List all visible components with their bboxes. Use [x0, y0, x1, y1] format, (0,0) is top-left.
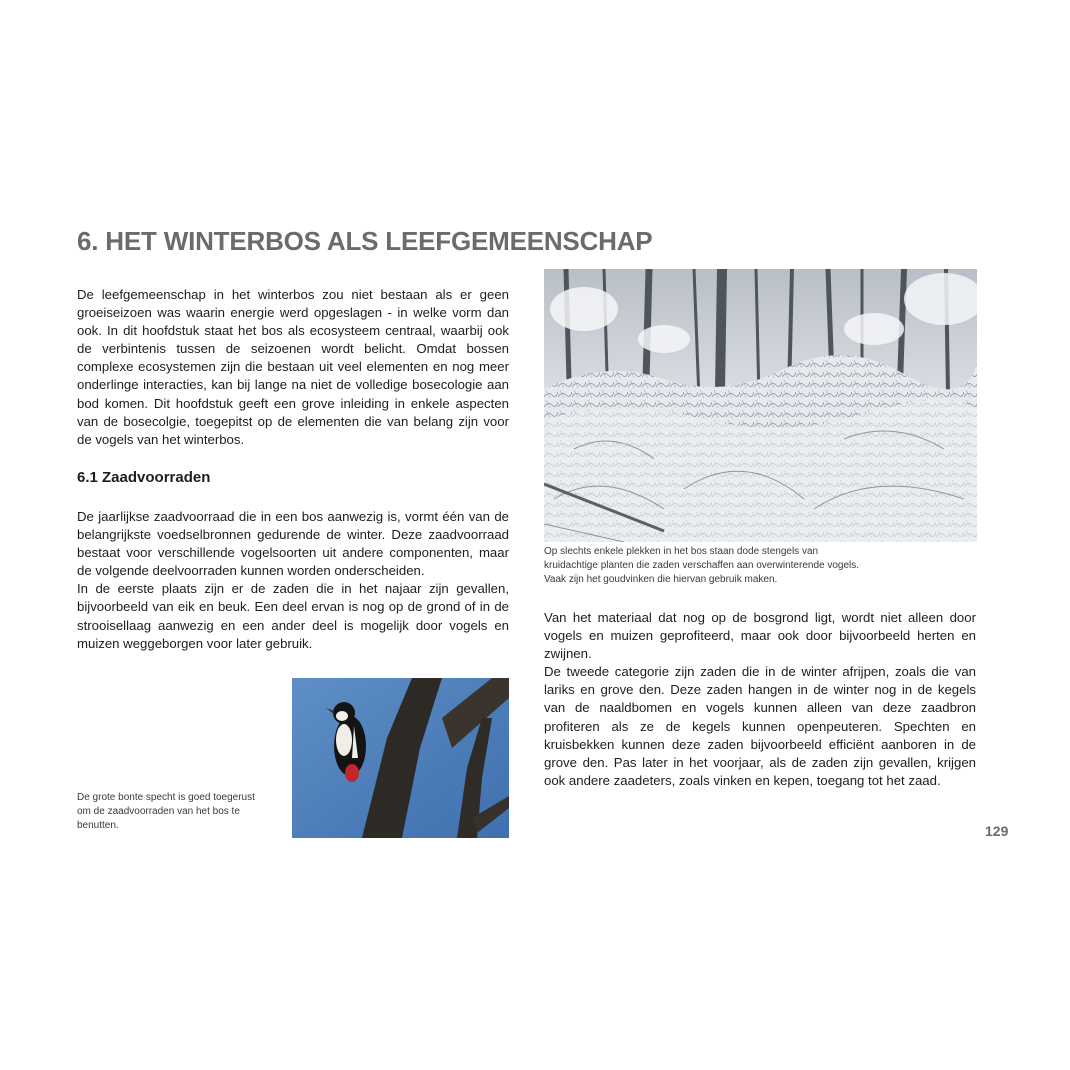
woodpecker-caption: De grote bonte specht is goed toegerust om de zaadvoorraden van het bos te benutten. [77, 792, 255, 831]
woodpecker-photo [292, 678, 509, 838]
right-paragraph-1: Van het materiaal dat nog op de bosgrond ligt, wordt niet alleen door vogels en muizen geprofiteerd, maar ook door bijvoorbeeld herten en zwijnen. [544, 610, 976, 662]
right-paragraph-2: De tweede categorie zijn zaden die in de winter afrijpen, zoals die van lariks en grove den. Deze zaden hangen in de winter nog in de kegels van de naaldbomen en vogels kunnen alleen van deze zaadbron profiteren als ze de kegels kunnen openpeuteren. Spechten en kruisbekken kunnen deze zaden bijvoorbeeld efficiënt aanboren in de grove den. Pas later in het voorjaar, als de zaden zijn gevallen, krijgen ook andere zaadeters, zoals vinken en kepen, toegang tot het zaad. [544, 664, 976, 788]
right-column-text [544, 609, 976, 790]
page-number: 129 [985, 823, 1009, 839]
page-title: 6. HET WINTERBOS ALS LEEFGEMEENSCHAP [77, 226, 653, 256]
section-paragraph-1: De jaarlijkse zaadvoorraad die in een bos aanwezig is, vormt één van de belangrijkste voedselbronnen gedurende de winter. Deze zaadvoorraad bestaat voor verschillende vogelsoorten uit andere componenten, maar de volgende deelvoorraden kunnen worden onderscheiden. [77, 509, 509, 579]
section-heading: 6.1 Zaadvoorraden [77, 469, 211, 486]
section-text [77, 508, 509, 653]
section-paragraph-2: In de eerste plaats zijn er de zaden die in het najaar zijn gevallen, bijvoorbeeld van eik en beuk. Een deel ervan is nog op de grond of in de strooisellaag aanwezig en een ander deel is mogelijk door vogels en muizen weggeborgen voor later gebruik. [77, 581, 509, 651]
intro-paragraph: De leefgemeenschap in het winterbos zou niet bestaan als er geen groeiseizoen was waarin energie werd opgeslagen - in welke vorm dan ook. In dit hoofdstuk staat het bos als ecosysteem centraal, waarbij ook de verbintenis tussen de seizoenen wordt belicht. Omdat bossen complexe ecosystemen zijn die bestaan uit veel elementen en nog meer onderlinge interacties, kan bij lange na niet de volledige bosecologie aan bod komen. Dit hoofdstuk geeft een grove inleiding in enkele aspecten van de bosecolgie, toegepitst op de elementen die van belang zijn voor de vogels van het winterbos. [77, 287, 509, 447]
snowy-forest-caption: Op slechts enkele plekken in het bos staan dode stengels van kruidachtige planten die zaden verschaffen aan overwinterende vogels. Vaak zijn het goudvinken die hiervan gebruik maken. [544, 546, 860, 585]
snowy-forest-photo [544, 269, 977, 542]
intro-text [77, 286, 509, 449]
